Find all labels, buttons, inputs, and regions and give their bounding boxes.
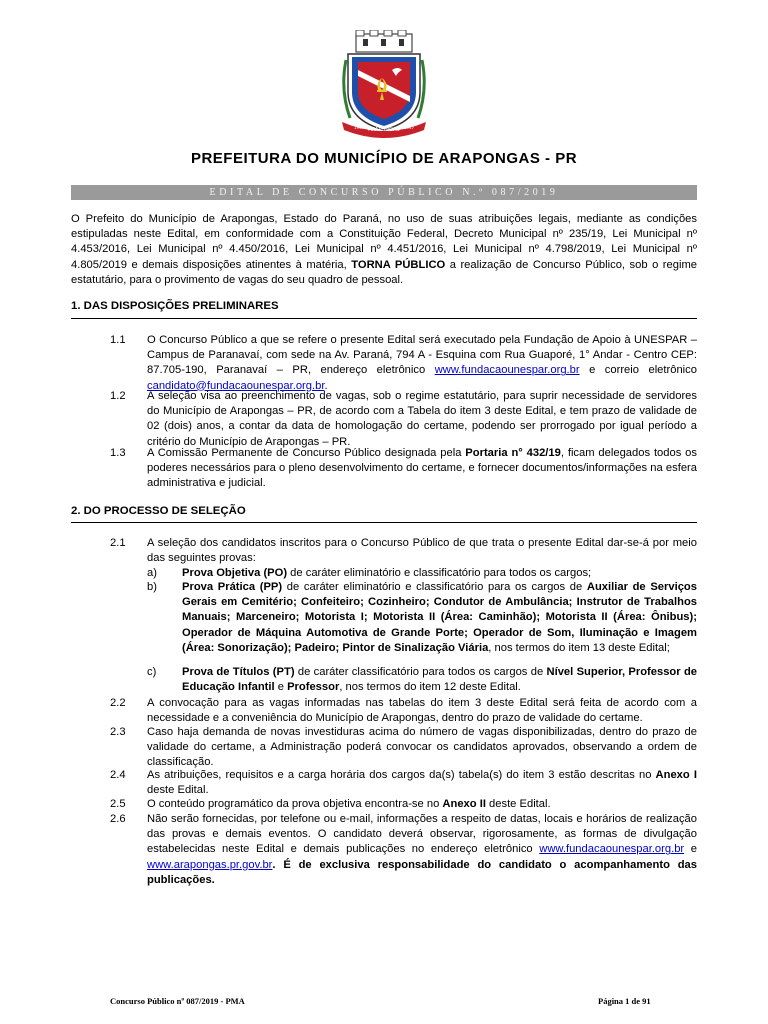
item-text bbox=[147, 446, 697, 492]
item-text: Caso haja demanda de novas investiduras acima do número de vagas disponibilizadas, dentro do prazo de validade do certame, a Administração poderá convocar os candidatos aprovados, observando a ordem de classificação. bbox=[147, 726, 697, 769]
section-1-rule bbox=[71, 318, 697, 319]
item-number: 1.3 bbox=[110, 447, 126, 459]
item-number: 2.5 bbox=[110, 798, 126, 810]
subitem-bold: Nível Superior, Professor de Educação Infantil bbox=[182, 666, 697, 694]
item-text bbox=[147, 768, 697, 798]
item-text bbox=[147, 333, 697, 394]
item-text-part: O conteúdo programático da prova objetiva encontra-se no bbox=[147, 798, 443, 810]
item-text-part: As atribuições, requisitos e a carga horária dos cargos da(s) tabela(s) do item 3 estão descritas no bbox=[147, 769, 656, 781]
subitem-letter: a) bbox=[147, 567, 157, 579]
subitem-text bbox=[182, 566, 697, 581]
subitem-bold: Prova de Títulos (PT) bbox=[182, 666, 295, 678]
item-text-part: O Concurso Público a que se refere o presente Edital será executado pela Fundação de Apoio à UNESPAR – Campus de Paranavaí, com sede na Av. Paraná, 794 A - Esquina com Rua Guaporé, 1° Andar - Centro CEP: 87.705-190, Paranavaí – PR, endereço eletrônico bbox=[147, 334, 697, 377]
edital-banner bbox=[71, 185, 697, 200]
municipal-crest-logo bbox=[340, 30, 428, 140]
crest-ribbon-text: ARAPONGAS bbox=[368, 127, 400, 133]
item-text-part: e bbox=[684, 843, 697, 856]
responsibility-bold: . É de exclusiva responsabilidade do candidato o acompanhamento das publicações. bbox=[147, 858, 697, 886]
subitem-text-part: , nos termos do item 12 deste Edital. bbox=[339, 681, 521, 694]
item-text: A seleção visa ao preenchimento de vagas, sob o regime estatutário, para suprir necessidade de servidores do Município de Arapongas – PR, de acordo com a Tabela do item 3 deste Edital, e tem prazo de validade de 02 (dois) anos, a contar da data de homologação do certame, podendo ser prorrogado por igual período a critério do Município de Arapongas – PR. bbox=[147, 390, 697, 448]
item-number: 1.2 bbox=[110, 390, 126, 402]
subitem-letter: c) bbox=[147, 666, 157, 678]
intro-text-end: a realização de Concurso Público, sob o regime estatutário, para o provimento de vagas do seu quadro de pessoal. bbox=[71, 258, 697, 286]
subitem-text-part: de caráter eliminatório e classificatório para os cargos de bbox=[282, 581, 587, 593]
subitem-bold: Prova Objetiva (PO) bbox=[182, 567, 288, 579]
intro-bold: TORNA PÚBLICO bbox=[351, 258, 446, 271]
portaria-bold: Portaria n° 432/19 bbox=[465, 447, 561, 459]
item-text-part: deste Edital. bbox=[147, 784, 209, 797]
subitem-text-part: de caráter eliminatório e classificatório para todos os cargos; bbox=[287, 567, 592, 579]
section-1-heading: 1. DAS DISPOSIÇÕES PRELIMINARES bbox=[71, 300, 279, 312]
subitem-bold: Prova Prática (PP) bbox=[182, 581, 283, 593]
fundacao-website-link[interactable]: www.fundacaounespar.org.br bbox=[539, 843, 685, 856]
item-text-part: deste Edital. bbox=[485, 798, 551, 810]
subitem-text-part: de caráter classificatório para todos os cargos de bbox=[294, 666, 547, 678]
crest-year-left: 1947 bbox=[354, 125, 365, 130]
item-text-part: e correio eletrônico bbox=[579, 364, 697, 377]
item-number: 2.4 bbox=[110, 769, 126, 781]
candidate-email-link[interactable]: candidato@fundacaounespar.org.br bbox=[147, 379, 325, 392]
item-number: 2.3 bbox=[110, 726, 126, 738]
item-text-part: A Comissão Permanente de Concurso Público designada pela bbox=[147, 447, 466, 459]
section-2-rule bbox=[71, 522, 697, 523]
subitem-text-part: e bbox=[274, 681, 288, 694]
crest-year-right: 1947 bbox=[404, 125, 415, 130]
item-text-part: . bbox=[324, 379, 328, 392]
section-2-heading: 2. DO PROCESSO DE SELEÇÃO bbox=[71, 505, 246, 517]
subitem-text bbox=[182, 580, 697, 656]
arapongas-website-link[interactable]: www.arapongas.pr.gov.br bbox=[147, 858, 273, 871]
intro-paragraph bbox=[71, 212, 697, 288]
item-text-part: Não serão fornecidas, por telefone ou e-mail, informações a respeito de datas, locais e horários de realização das provas e demais eventos. O candidato deverá observar, rigorosamente, as formas de divulgação estabelecidas neste Edital e demais publicações no endereço eletrônico bbox=[147, 813, 697, 856]
anexo-bold: Anexo II bbox=[442, 798, 486, 810]
item-number: 2.1 bbox=[110, 537, 126, 549]
edital-number: EDITAL DE CONCURSO PÚBLICO N.º 087/2019 bbox=[209, 187, 559, 198]
subitem-text-part: , nos termos do item 13 deste Edital; bbox=[488, 641, 670, 654]
footer-page-number: Página 1 de 91 bbox=[598, 996, 651, 1006]
subitem-bold: Professor bbox=[287, 681, 340, 694]
fundacao-website-link[interactable]: www.fundacaounespar.org.br bbox=[434, 364, 580, 377]
page-title: PREFEITURA DO MUNICÍPIO DE ARAPONGAS - PR bbox=[190, 150, 578, 167]
subitem-bold: Auxiliar de Serviços Gerais em Cemitério; Confeiteiro; Cozinheiro; Condutor de Ambulância; Instrutor de Trabalhos Manuais; Marceneiro; Motorista I; Motorista II (Área: Caminhão); Motorista II (Área: Ônibus); Operador de Máquina Automotiva de Grande Porte; Operador de Som, Iluminação e Imagem (Área: Sonorização); Padeiro; Pintor de Sinalização Viária bbox=[182, 581, 697, 654]
item-number: 2.6 bbox=[110, 813, 126, 825]
item-text bbox=[147, 797, 697, 812]
intro-text: O Prefeito do Município de Arapongas, Estado do Paraná, no uso de suas atribuições legais, mediante as condições estipuladas neste Edital, em conformidade com a Constituição Federal, Decreto Municipal nº 235/19, Lei Municipal nº 4.453/2016, Lei Municipal nº 4.450/2016, Lei Municipal nº 4.451/2016, Lei Municipal nº 4.798/2019, Lei Municipal nº 4.805/2019 e demais disposições atinentes à matéria, bbox=[71, 213, 697, 271]
item-number: 2.2 bbox=[110, 697, 126, 709]
item-text: A seleção dos candidatos inscritos para o Concurso Público de que trata o presente Edital dar-se-á por meio das seguintes provas: bbox=[147, 537, 697, 565]
item-number: 1.1 bbox=[110, 334, 126, 346]
subitem-text bbox=[182, 665, 697, 695]
subitem-letter: b) bbox=[147, 581, 157, 593]
anexo-bold: Anexo I bbox=[655, 769, 697, 781]
item-text-part: , ficam delegados todos os poderes necessários para o pleno desenvolvimento do certame, e fornecer documentos/informações na esfera administrativa e judicial. bbox=[147, 447, 697, 490]
footer-doc-id: Concurso Público nº 087/2019 - PMA bbox=[110, 996, 245, 1006]
item-text: A convocação para as vagas informadas nas tabelas do item 3 deste Edital será feita de acordo com a necessidade e a conveniência do Município de Arapongas, dentro do prazo de validade do certame. bbox=[147, 697, 697, 725]
item-text bbox=[147, 812, 697, 888]
